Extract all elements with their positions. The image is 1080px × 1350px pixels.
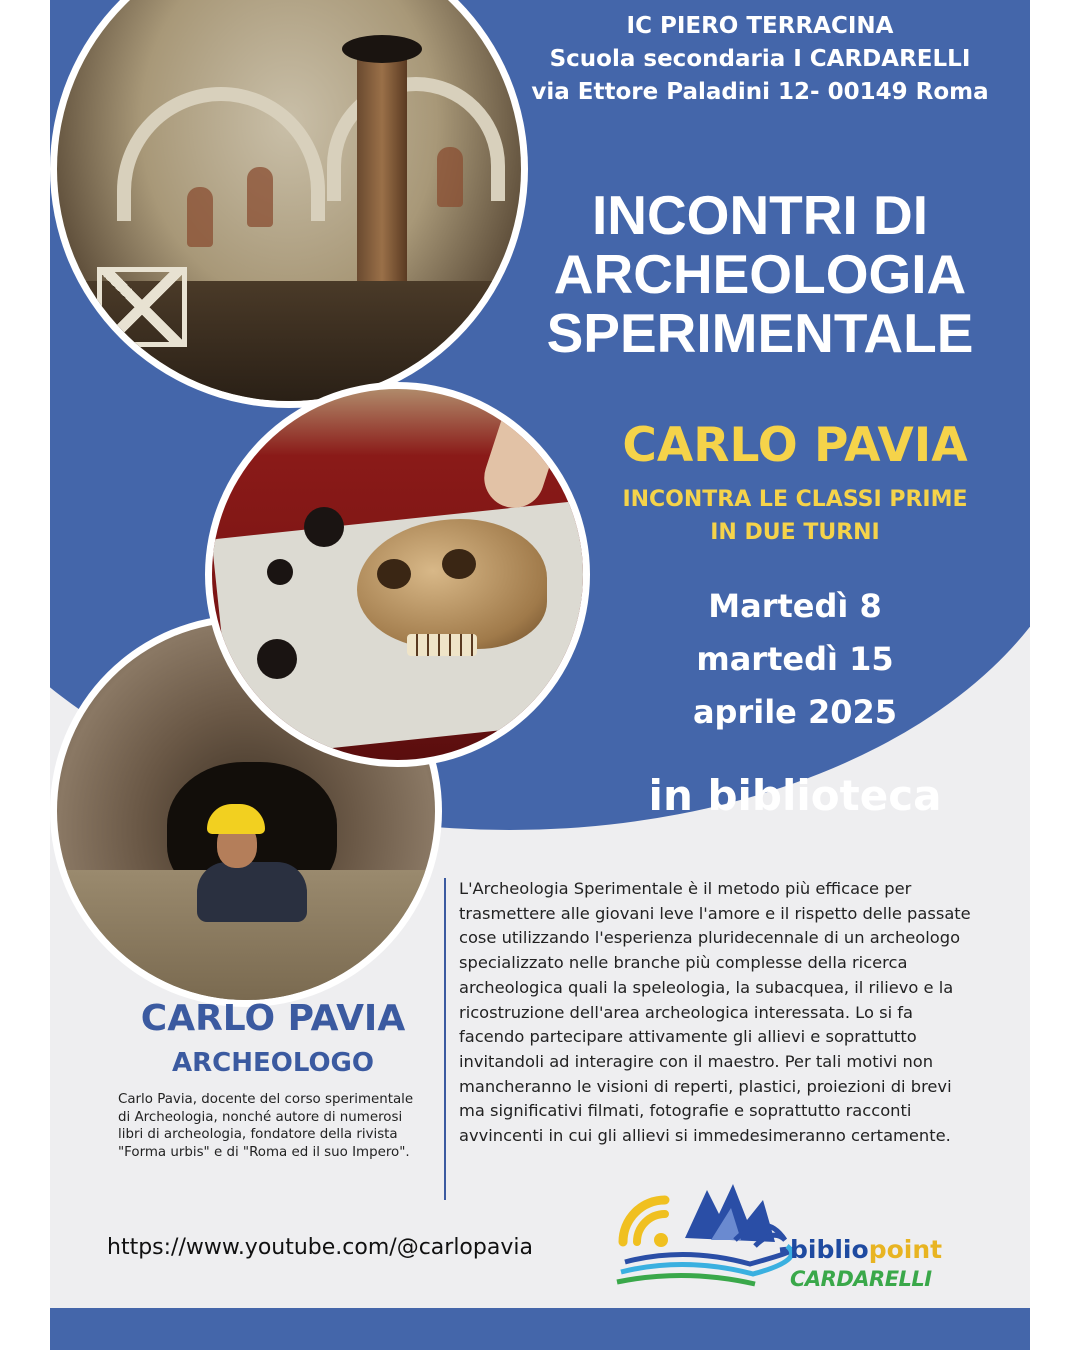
event-title-line-1: INCONTRI DI xyxy=(591,184,929,246)
event-location: in biblioteca xyxy=(648,771,942,820)
speaker-subtitle xyxy=(590,483,1000,549)
event-title-line-2: ARCHEOLOGIA xyxy=(553,243,967,305)
catacomb-photo xyxy=(50,0,528,408)
event-description: L'Archeologia Sperimentale è il metodo più efficace per trasmettere alle giovani leve l'amore e il rispetto delle passate cose utilizzando l'esperienza pluridecennale di un archeologo specializzato nelle branche più complesse della ricerca archeologica quali la speleologia, la subacquea, il rilievo e la ricostruzione dell'area archeologica interessata. Lo si fa facendo partecipare attivamente gli allievi e soprattutto invitandoli ad interagire con il maestro. Per tali motivi non mancheranno le visioni di reperti, plastici, proiezioni di brevi ma significativi filmati, fotografie e soprattutto racconti avvincenti in cui gli allievi si immedesimeranno certamente. xyxy=(459,879,971,1146)
speaker-subtitle-line-2: IN DUE TURNI xyxy=(710,520,880,545)
speaker-name: CARLO PAVIA xyxy=(622,418,968,473)
school-name: IC PIERO TERRACINA xyxy=(626,13,894,39)
description-divider xyxy=(444,878,446,1200)
school-division: Scuola secondaria I CARDARELLI xyxy=(549,46,971,72)
youtube-link[interactable]: https://www.youtube.com/@carlopavia xyxy=(107,1235,533,1260)
event-title-line-3: SPERIMENTALE xyxy=(546,302,974,364)
bio-text: Carlo Pavia, docente del corso sperimentale di Archeologia, nonché autore di numerosi libri di archeologia, fondatore della rivista "Forma urbis" e di "Roma ed il suo Impero". xyxy=(118,1092,414,1160)
event-date-2: martedì 15 xyxy=(696,640,894,678)
logo-word-cardarelli: CARDARELLI xyxy=(790,1267,932,1291)
footer-bar xyxy=(50,1308,1030,1350)
skull-replica-photo xyxy=(205,382,590,767)
logo-word-point: point xyxy=(868,1235,943,1264)
bio-role: ARCHEOLOGO xyxy=(171,1048,375,1078)
event-date-month: aprile 2025 xyxy=(692,693,898,731)
bio-name: CARLO PAVIA xyxy=(140,998,406,1039)
event-title xyxy=(520,186,1000,363)
school-address: via Ettore Paladini 12- 00149 Roma xyxy=(531,79,989,105)
school-header xyxy=(470,10,1050,109)
logo-wordmark xyxy=(790,1236,942,1264)
event-date-1: Martedì 8 xyxy=(708,587,882,625)
speaker-subtitle-line-1: INCONTRA LE CLASSI PRIME xyxy=(622,487,968,512)
event-dates xyxy=(595,580,995,739)
logo-word-biblio: biblio xyxy=(790,1235,869,1264)
